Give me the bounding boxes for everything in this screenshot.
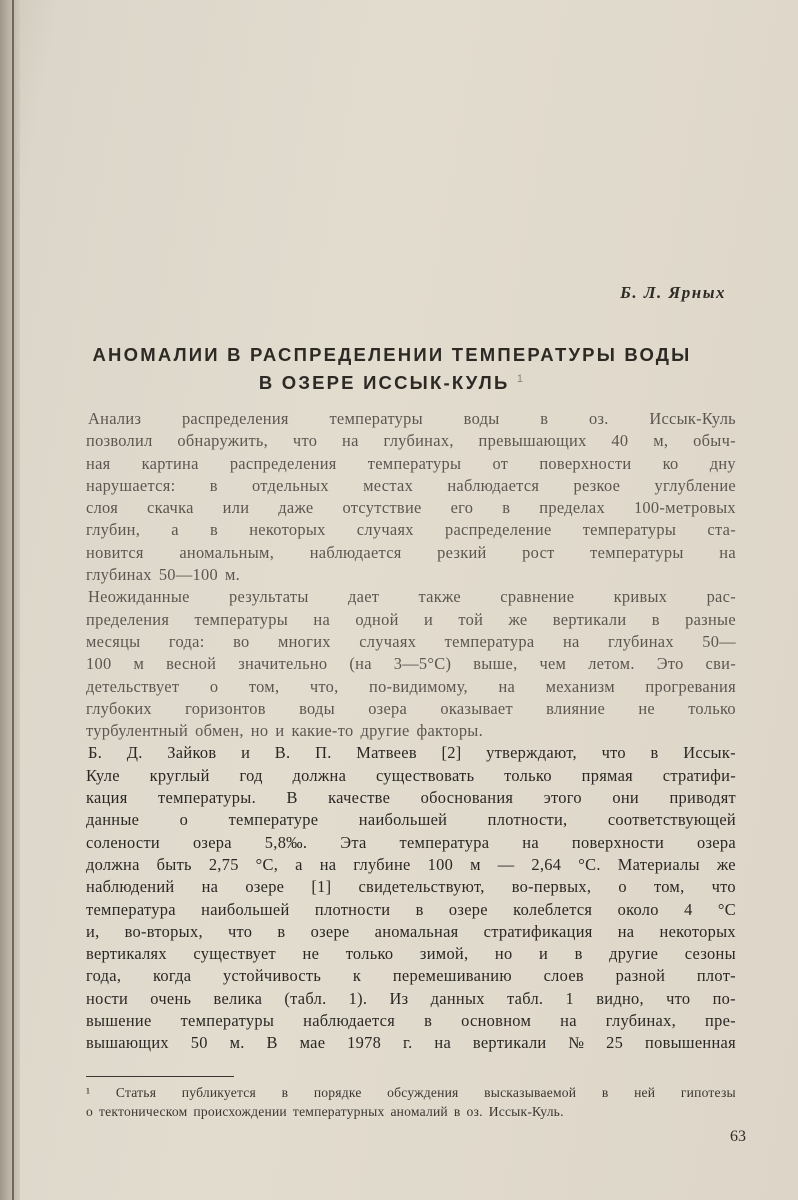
- body-line: ная картина распределения температуры от поверхности ко дну: [86, 453, 736, 473]
- body-line: глубин, а в некоторых случаях распределение температуры ста-: [86, 520, 736, 540]
- article-body: [86, 408, 736, 1055]
- body-line: температура наибольшей плотности в озере колеблется около 4 °С: [86, 899, 736, 919]
- body-line: нарушается: в отдельных местах наблюдается резкое углубление: [86, 475, 736, 495]
- body-line: детельствует о том, что, по-видимому, на механизм прогревания: [86, 676, 736, 696]
- body-line: солености озера 5,8‰. Эта температура на поверхности озера: [86, 832, 736, 852]
- footnote-line: о тектоническом происхождении температурных аномалий в оз. Иссык-Куль.: [86, 1104, 564, 1119]
- body-line: новится аномальным, наблюдается резкий рост температуры на: [86, 542, 736, 562]
- title-line-2: [52, 367, 732, 395]
- article-title: [52, 342, 732, 395]
- footnote: [86, 1083, 736, 1121]
- body-line: месяцы года: во многих случаях температура на глубинах 50—: [86, 631, 736, 651]
- body-line: глубинах 50—100 м.: [86, 565, 241, 585]
- body-line: Б. Д. Зайков и В. П. Матвеев [2] утверждают, что в Иссык-: [88, 743, 736, 763]
- body-line: и, во-вторых, что в озере аномальная стратификация на некоторых: [86, 921, 736, 941]
- body-line: пределения температуры на одной и той же вертикали в разные: [86, 609, 736, 629]
- body-line: слоя скачка или даже отсутствие его в пределах 100-метровых: [86, 498, 736, 518]
- page-number: 63: [730, 1128, 746, 1145]
- footnote-line: ¹ Статья публикуется в порядке обсуждения высказываемой в ней гипотезы: [86, 1085, 736, 1100]
- body-line: наблюдений на озере [1] свидетельствуют, во-первых, о том, что: [86, 877, 736, 897]
- author-name: Б. Л. Ярных: [620, 283, 726, 302]
- binding-edge-line: [12, 0, 14, 1200]
- body-line: глубоких горизонтов воды озера оказывает влияние не только: [86, 698, 736, 718]
- body-line: вышение температуры наблюдается в основном на глубинах, пре-: [86, 1011, 736, 1031]
- body-line: данные о температуре наибольшей плотности, соответствующей: [86, 810, 736, 830]
- body-line: 100 м весной значительно (на 3—5°С) выше, чем летом. Это сви-: [86, 654, 736, 674]
- body-line: Неожиданные результаты дает также сравнение кривых рас-: [88, 587, 736, 607]
- footnote-rule: [86, 1076, 234, 1077]
- body-line: турбулентный обмен, но и какие-то другие факторы.: [86, 721, 484, 741]
- title-line-1: АНОМАЛИИ В РАСПРЕДЕЛЕНИИ ТЕМПЕРАТУРЫ ВОДЫ: [92, 344, 692, 365]
- title-line-2-text: В ОЗЕРЕ ИССЫК-КУЛЬ: [258, 372, 510, 394]
- body-line: позволил обнаружить, что на глубинах, превышающих 40 м, обыч-: [86, 431, 736, 451]
- body-line: ности очень велика (табл. 1). Из данных табл. 1 видно, что по-: [86, 988, 736, 1008]
- body-line: кация температуры. В качестве обоснования этого они приводят: [86, 788, 736, 808]
- body-line: вертикалях существует не только зимой, но и в другие сезоны: [86, 944, 736, 964]
- body-line: Анализ распределения температуры воды в оз. Иссык-Куль: [88, 409, 736, 428]
- body-line: вышающих 50 м. В мае 1978 г. на вертикали № 25 повышенная: [86, 1033, 736, 1053]
- title-footnote-mark: 1: [516, 373, 526, 385]
- binding-gutter: [0, 0, 20, 1200]
- body-line: должна быть 2,75 °С, а на глубине 100 м — 2,64 °С. Материалы же: [86, 854, 736, 874]
- body-line: года, когда устойчивость к перемешиванию слоев разной плот-: [86, 966, 736, 986]
- body-line: Куле круглый год должна существовать только прямая стратифи-: [86, 765, 736, 785]
